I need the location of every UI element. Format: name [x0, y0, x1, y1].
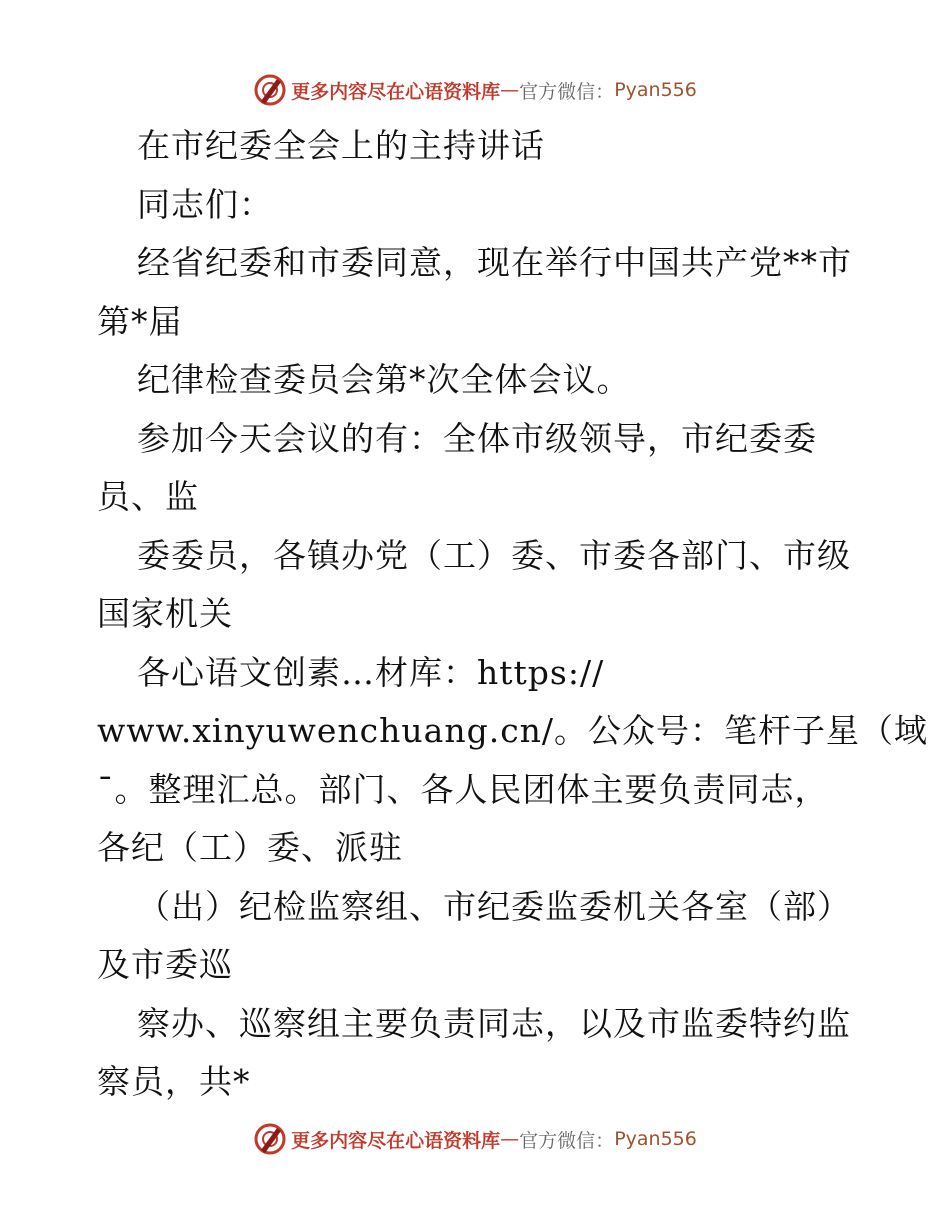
footer-slogan: 更多内容尽在心语资料库: [291, 1129, 501, 1152]
footer-banner: [0, 1119, 950, 1159]
document-body: [97, 117, 929, 1112]
footer-wechat-id: Pyan556: [614, 1128, 697, 1150]
footer-official-label: 官方微信：: [519, 1129, 615, 1152]
header-wechat-id: Pyan556: [614, 79, 697, 101]
text-line: 各心语文创素…材库：https://: [137, 652, 605, 692]
header-official-label: 官方微信：: [519, 80, 615, 103]
text-line: 经省纪委和市委同意，现在举行中国共产党**市: [137, 243, 852, 282]
text-line: www.xinyuwenchuang.cn/。公众号：笔杆子星（域: [97, 711, 929, 750]
document-title: 在市纪委全会上的主持讲话: [137, 126, 545, 165]
text-line: 委委员，各镇办党（工）委、市委各部门、市级: [137, 535, 851, 575]
text-line: 第*届: [97, 301, 183, 341]
pen-logo-icon: [253, 73, 287, 107]
text-line: （出）纪检监察组、市纪委监委机关各室（部）: [137, 886, 851, 926]
text-line: 参加今天会议的有：全体市级领导，市纪委委: [137, 418, 817, 458]
text-line: 察员，共*: [97, 1062, 251, 1101]
header-slogan: 更多内容尽在心语资料库: [291, 80, 501, 103]
text-line: 纪律检查委员会第*次全体会议。: [137, 360, 631, 399]
pen-logo-icon: [253, 1122, 287, 1156]
text-line: ¯。整理汇总。部门、各人民团体主要负责同志，: [97, 769, 829, 809]
text-line: 国家机关: [97, 594, 233, 633]
footer-dash: —: [500, 1128, 520, 1150]
header-dash: —: [500, 79, 520, 101]
text-line: 及市委巡: [97, 945, 233, 984]
text-line: 各纪（工）委、派驻: [97, 828, 403, 867]
text-line: 察办、巡察组主要负责同志，以及市监委特约监: [137, 1003, 851, 1043]
header-banner: [0, 70, 950, 110]
salutation: 同志们：: [137, 184, 273, 224]
text-line: 员、监: [97, 477, 199, 516]
